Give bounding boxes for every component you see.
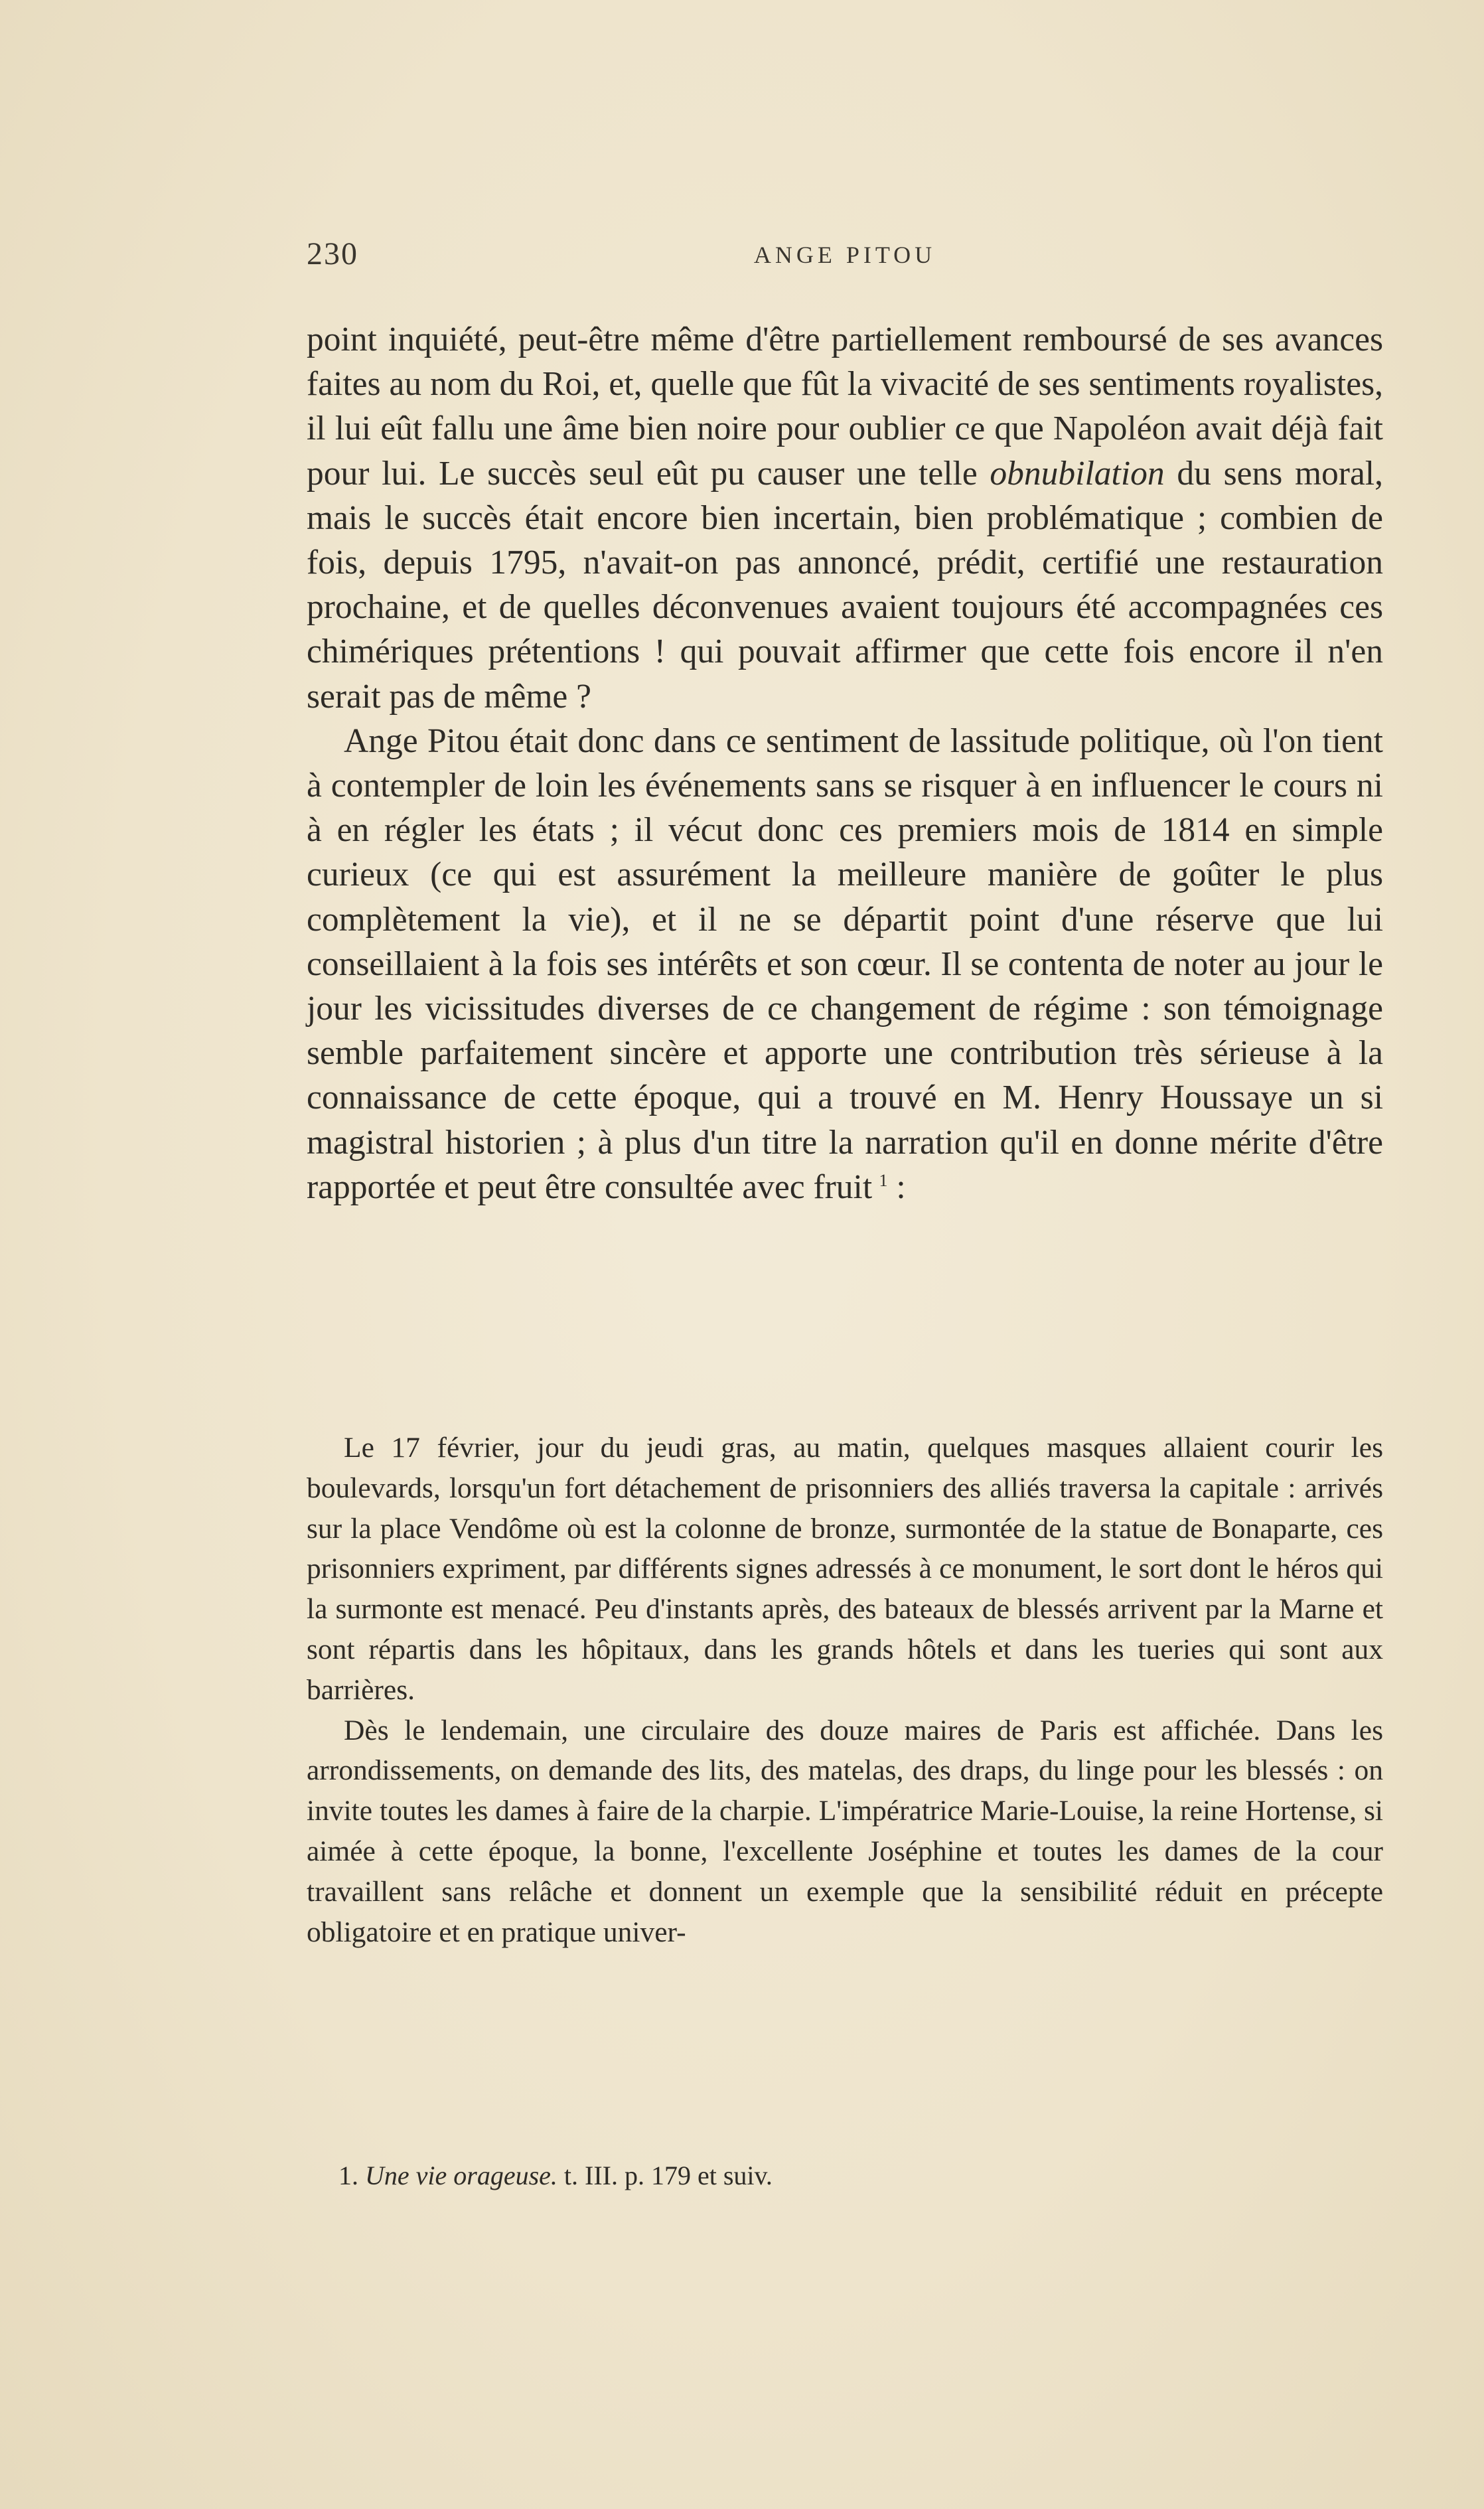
paragraph-1-text-b: du sens moral, mais le succès était encore bien incertain, bien problématique ; combien de fois, depuis 1795, n'avait-on pas annoncé, prédit, certifié une restauration prochaine, et de quelles déconvenues avaient toujours été accompagnées ces chimériques prétentions ! qui pouvait affirmer que cette fois encore il n'en serait pas de même ?	[307, 454, 1383, 716]
quoted-passage	[307, 1428, 1383, 1952]
footnote-reference: 1	[879, 1170, 888, 1190]
main-text	[307, 317, 1383, 1209]
paragraph-1	[307, 317, 1383, 719]
paragraph-1-text-a: point inquiété, peut-être même d'être partiellement remboursé de ses avances faites au nom du Roi, et, quelle que fût la vivacité de ses sentiments royalistes, il lui eût fallu une âme bien noire pour oublier ce que Napoléon avait déjà fait pour lui. Le succès seul eût pu causer une telle	[307, 321, 1383, 493]
paragraph-1-emphasis: obnubilation	[990, 454, 1165, 493]
running-head	[307, 236, 1383, 282]
running-title: ANGE PITOU	[753, 242, 936, 268]
footnote-reference-text: t. III. p. 179 et suiv.	[563, 2161, 773, 2190]
quote-paragraph-1: Le 17 février, jour du jeudi gras, au matin, quelques masques allaient courir les boulevards, lorsqu'un fort détachement de prisonniers des alliés traversa la capitale : arrivés sur la place Vendôme où est la colonne de bronze, surmontée de la statue de Bonaparte, ces prisonniers expriment, par différents signes adressés à ce monument, le sort dont le héros qui la surmonte est menacé. Peu d'instants après, des bateaux de blessés arrivent par la Marne et sont répartis dans les hôpitaux, dans les grands hôtels et dans les tueries qui sont aux barrières.	[307, 1432, 1383, 1706]
paragraph-2-text: Ange Pitou était donc dans ce sentiment de lassitude politique, où l'on tient à contempler de loin les événements sans se risquer à en influencer le cours ni à en régler les états ; il vécut donc ces premiers mois de 1814 en simple curieux (ce qui est assurément la meilleure manière de goûter le plus complètement la vie), et il ne se départit point d'une réserve que lui conseillaient à la fois ses intérêts et son cœur. Il se contenta de noter au jour le jour les vicissitudes diverses de ce changement de régime : son témoignage semble parfaitement sincère et apporte une contribution très sérieuse à la connaissance de cette époque, qui a trouvé en M. Henry Houssaye un si magistral historien ; à plus d'un titre la narration qu'il en donne mérite d'être rapportée et peut être consultée avec fruit	[307, 722, 1383, 1206]
footnote-title: Une vie orageuse.	[365, 2161, 557, 2190]
footnote-number: 1.	[338, 2161, 358, 2190]
page-number: 230	[307, 236, 358, 271]
paragraph-2-end: :	[887, 1168, 906, 1206]
paragraph-2	[307, 719, 1383, 1209]
quote-paragraph-2: Dès le lendemain, une circulaire des douze maires de Paris est affichée. Dans les arrondissements, on demande des lits, des matelas, des draps, du linge pour les blessés : on invite toutes les dames à faire de la charpie. L'impératrice Marie-Louise, la reine Hortense, si aimée à cette époque, la bonne, l'excellente Joséphine et toutes les dames de la cour travaillent sans relâche et donnent un exemple que la sensibilité réduit en précepte obligatoire et en pratique univer-	[307, 1714, 1383, 1948]
footnote	[338, 2159, 1334, 2193]
